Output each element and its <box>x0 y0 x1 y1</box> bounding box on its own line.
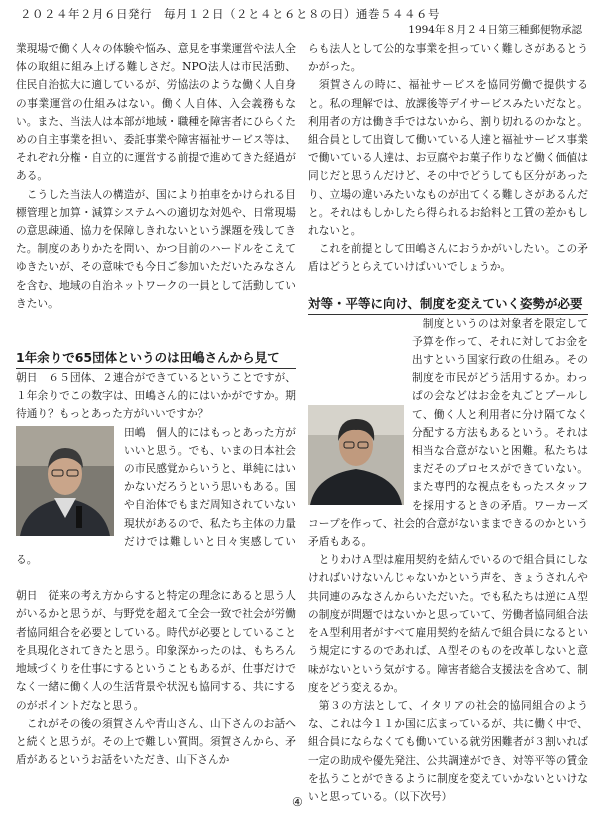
paragraph: 田嶋 個人的にはもっとあった方がいいと思う。でも、いまの日本社会の市民感覚からいうと、単純にはいかないだろうという思いもある。国や自治体でもまだ周知されていない現状があるので、私たち主体の力量だけでは難しいと日々実感している。 <box>16 425 296 567</box>
section-heading: 1年余りで65団体というのは田嶋さんから見て <box>16 349 296 369</box>
tajima-portrait-photo <box>16 426 114 536</box>
paragraph: こうした当法人の構造が、国により拍車をかけられる目標管理と加算・減算システムへの適切な対処や、日常現場の意思疎通、協力を保障しきれないという課題を残してきた。制度のありかたを問い、かつ目前のハードルをこえてゆきたいが、その意味でも今日ご参加いただいたみなさんを含む、地域の自治ネットワークの一員として活動していきたい。 <box>16 187 296 310</box>
issue-line: ２０２４年２月６日発行 毎月１２日（２と４と６と８の日）通巻５４４６号 <box>20 7 440 21</box>
page-number: ④ <box>292 795 303 809</box>
paragraph: 朝日 ６５団体、２連合ができているということですが、１年余りでこの数字は、田嶋さん的にはいかがですか。期待通り？もっとあった方がいいですか？ <box>16 371 296 421</box>
paragraph: 業現場で働く人々の体験や悩み、意見を事業運営や法人全体の取組に組み上げる難しさだ。NPO法人は市民活動、住民自治拡大に適しているが、労協法のような働く人自身の事業運営の仕組みはない。働く人自体、入会義務もない。また、当法人は本部が地域・職種を障害者にひらくための自主事業を担い、委託事業や障害福祉サービス等は、それぞれ分権・自立的に運営する前提で進めてきた経過がある。 <box>16 42 296 183</box>
postal-permit-line: 1994年８月２４日第三種郵便物承認 <box>408 24 582 36</box>
paragraph: 朝日 従来の考え方からすると特定の理念にあると思う人がいるかと思うが、与野党を超えて全会一致で社会が労働者協同組合を必要としている。時代が必要としていることを具現化されてきたと思う。印象深かったのは、もちろん地域づくりを仕事にするということもあるが、仕事だけでなく一緒に働く人の生活背景や状況も協同する、共にするのがポイントだなと思う。 <box>16 589 296 712</box>
speaker-portrait-photo <box>308 405 404 505</box>
paragraph: 制度というのは対象者を限定して予算を作って、それに対してお金を出すという国家行政の仕組み。その制度を市民がどう活用するか。わっぱの会などはお金を丸ごとプールして、働く人と利用者に分け隔てなく分配する方法もあるという。それは相当な合意がないと困難。私たちはまだそのプロセスができていない。また専門的な視点をもったスタッフを採用するときの矛盾。ワーカーズコープを作って、社会的合意がないままできるのかという矛盾もある。 <box>308 316 588 549</box>
paragraph: 第３の方法として、イタリアの社会的協同組合のような、これは今１１か国に広まっているが、共に働く中で、組合員にならなくても働いている就労困難者が３割いれば一定の助成や優先発注、公共調達ができ、対等平等の賃金を払うことができるように制度を変えていかないといけないと思っている。（以下次号） <box>308 698 588 803</box>
section-heading: 対等・平等に向け、制度を変えていく姿勢が必要 <box>308 295 588 315</box>
paragraph: らも法人として公的な事業を担っていく難しさがあるとうかがった。 <box>308 42 588 74</box>
left-column <box>16 40 296 769</box>
paragraph: とりわけＡ型は雇用契約を結んでいるので組合員にしなければいけないんじゃないかという声を、きょうされんや共同連のみなさんからいただいた。でも私たちは逆にＡ型の制度が問題ではないかと思っていて、労働者協同組合法をＡ型利用者がすべて雇用契約を結んで組合員になるという規定にするのであれば、Ａ型そのものを改革しないと意味がないという気がする。障害者総合支援法を含めて、制度をどう変えるか。 <box>308 553 588 694</box>
paragraph: 須賀さんの時に、福祉サービスを協同労働で提供すると。私の理解では、放課後等デイサービスみたいだなと。利用者の方は働き手ではないから、割り切れるのかなと。組合員として出資して働いている人達と福祉サービス事業で働いている人達は、お豆腐やお菓子作りなど働く価値は同じだと思うんだけど、その中でどうしても区分があったり、立場の違いみたいなものが出てくる難しさがあるんだと。それはもしかしたら得られるお給料と工賃の差かもしれないと。 <box>308 78 588 238</box>
paragraph: これがその後の須賀さんや青山さん、山下さんのお話へと続くと思うが。その上で難しい質問。須賀さんから、矛盾があるというお話をいただき、山下さんか <box>16 716 296 767</box>
paragraph: これを前提として田嶋さんにおうかがいしたい。この矛盾はどうとらえていけばいいでしょうか。 <box>308 242 588 274</box>
